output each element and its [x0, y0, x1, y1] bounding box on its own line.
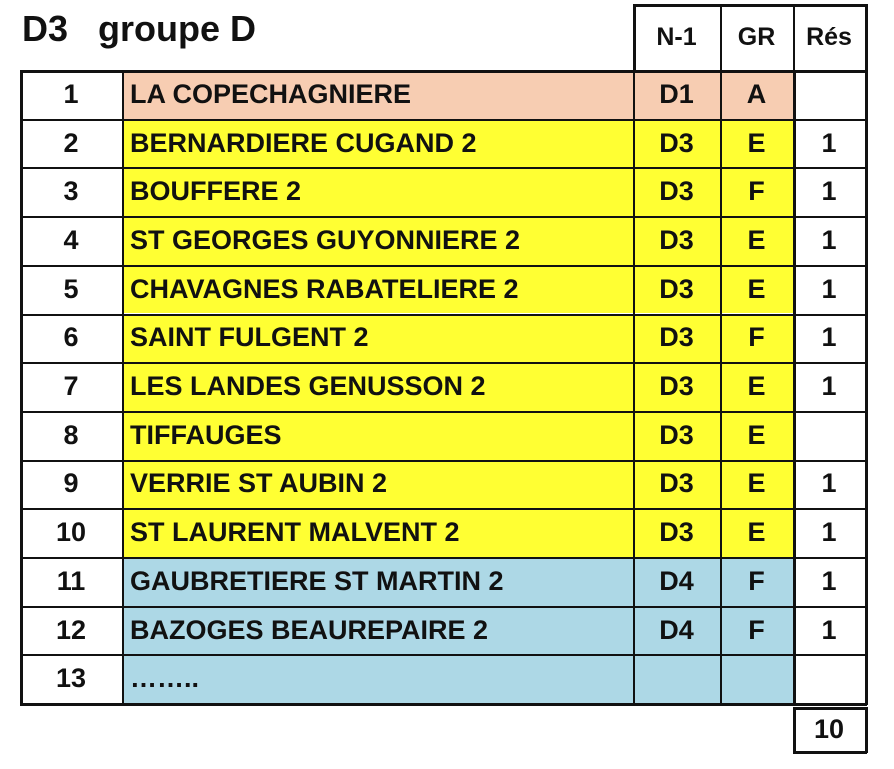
grid-line [793, 4, 795, 72]
result-value [793, 70, 865, 119]
team-name: LA COPECHAGNIERE [122, 70, 633, 119]
row-number: 9 [63, 468, 79, 499]
previous-division: D3 [633, 460, 720, 509]
result-value [793, 654, 865, 703]
team-name: GAUBRETIERE ST MARTIN 2 [122, 557, 633, 606]
grid-line [793, 707, 796, 753]
result-value: 1 [821, 127, 837, 158]
team-name: …….. [122, 654, 633, 703]
row-number: 8 [63, 419, 79, 450]
row-number: 13 [55, 663, 87, 694]
result-value: 1 [821, 468, 837, 499]
result-value: 1 [821, 224, 837, 255]
team-name: BOUFFERE 2 [122, 167, 633, 216]
team-name: ST GEORGES GUYONNIERE 2 [122, 216, 633, 265]
group-letter: A [720, 70, 793, 119]
group-letter: E [720, 265, 793, 314]
grid-line [20, 265, 867, 267]
previous-division: D3 [633, 362, 720, 411]
row-number: 12 [55, 614, 87, 645]
grid-line [793, 707, 867, 710]
grid-line [20, 70, 23, 705]
grid-line [20, 557, 867, 559]
grid-line [20, 167, 867, 169]
grid-line [793, 70, 796, 705]
header-gr: GR [737, 22, 776, 51]
previous-division: D3 [633, 314, 720, 363]
grid-line [20, 460, 867, 462]
team-name: CHAVAGNES RABATELIERE 2 [122, 265, 633, 314]
result-value: 1 [821, 517, 837, 548]
previous-division: D4 [633, 606, 720, 655]
grid-line [720, 70, 722, 705]
group-letter: F [720, 167, 793, 216]
previous-division [633, 654, 720, 703]
grid-line [20, 362, 867, 364]
row-number: 10 [55, 517, 87, 548]
grid-line [20, 314, 867, 316]
grid-line [720, 4, 722, 72]
group-letter: F [720, 314, 793, 363]
grid-line [633, 4, 636, 72]
previous-division: D1 [633, 70, 720, 119]
result-value: 1 [821, 565, 837, 596]
grid-line [865, 707, 868, 753]
grid-line [633, 70, 635, 705]
group-letter: F [720, 557, 793, 606]
previous-division: D3 [633, 216, 720, 265]
previous-division: D3 [633, 119, 720, 168]
group-letter: E [720, 216, 793, 265]
team-name: BERNARDIERE CUGAND 2 [122, 119, 633, 168]
grid-line [633, 4, 867, 7]
grid-line [20, 119, 867, 121]
page-title: D3 groupe D [22, 8, 257, 49]
group-letter: E [720, 119, 793, 168]
team-name: LES LANDES GENUSSON 2 [122, 362, 633, 411]
group-letter: F [720, 606, 793, 655]
team-name: ST LAURENT MALVENT 2 [122, 508, 633, 557]
group-letter: E [720, 460, 793, 509]
row-number: 5 [63, 273, 79, 304]
previous-division: D3 [633, 265, 720, 314]
team-name: TIFFAUGES [122, 411, 633, 460]
row-number: 4 [63, 224, 79, 255]
row-number: 2 [63, 127, 79, 158]
row-number: 6 [63, 322, 79, 353]
grid-line [20, 411, 867, 413]
result-value [793, 411, 865, 460]
header-n1: N-1 [656, 22, 697, 51]
grid-line [20, 70, 867, 73]
grid-line [20, 216, 867, 218]
group-letter: E [720, 362, 793, 411]
result-value: 1 [821, 371, 837, 402]
group-letter: E [720, 411, 793, 460]
team-name: SAINT FULGENT 2 [122, 314, 633, 363]
previous-division: D3 [633, 508, 720, 557]
result-value: 1 [821, 322, 837, 353]
group-letter: E [720, 508, 793, 557]
grid-line [20, 654, 867, 656]
total-value: 10 [813, 713, 845, 744]
grid-line [865, 4, 868, 72]
row-number: 11 [56, 565, 86, 596]
grid-line [20, 703, 867, 706]
group-letter [720, 654, 793, 703]
team-name: VERRIE ST AUBIN 2 [122, 460, 633, 509]
team-name: BAZOGES BEAUREPAIRE 2 [122, 606, 633, 655]
row-number: 3 [63, 176, 79, 207]
result-value: 1 [821, 176, 837, 207]
previous-division: D3 [633, 411, 720, 460]
grid-line [793, 751, 867, 754]
grid-line [20, 606, 867, 608]
previous-division: D3 [633, 167, 720, 216]
result-value: 1 [821, 273, 837, 304]
grid-line [20, 508, 867, 510]
row-number: 1 [63, 78, 79, 109]
previous-division: D4 [633, 557, 720, 606]
grid-line [865, 70, 868, 705]
header-res: Rés [806, 22, 852, 51]
row-number: 7 [63, 371, 79, 402]
result-value: 1 [821, 614, 837, 645]
grid-line [122, 70, 124, 705]
